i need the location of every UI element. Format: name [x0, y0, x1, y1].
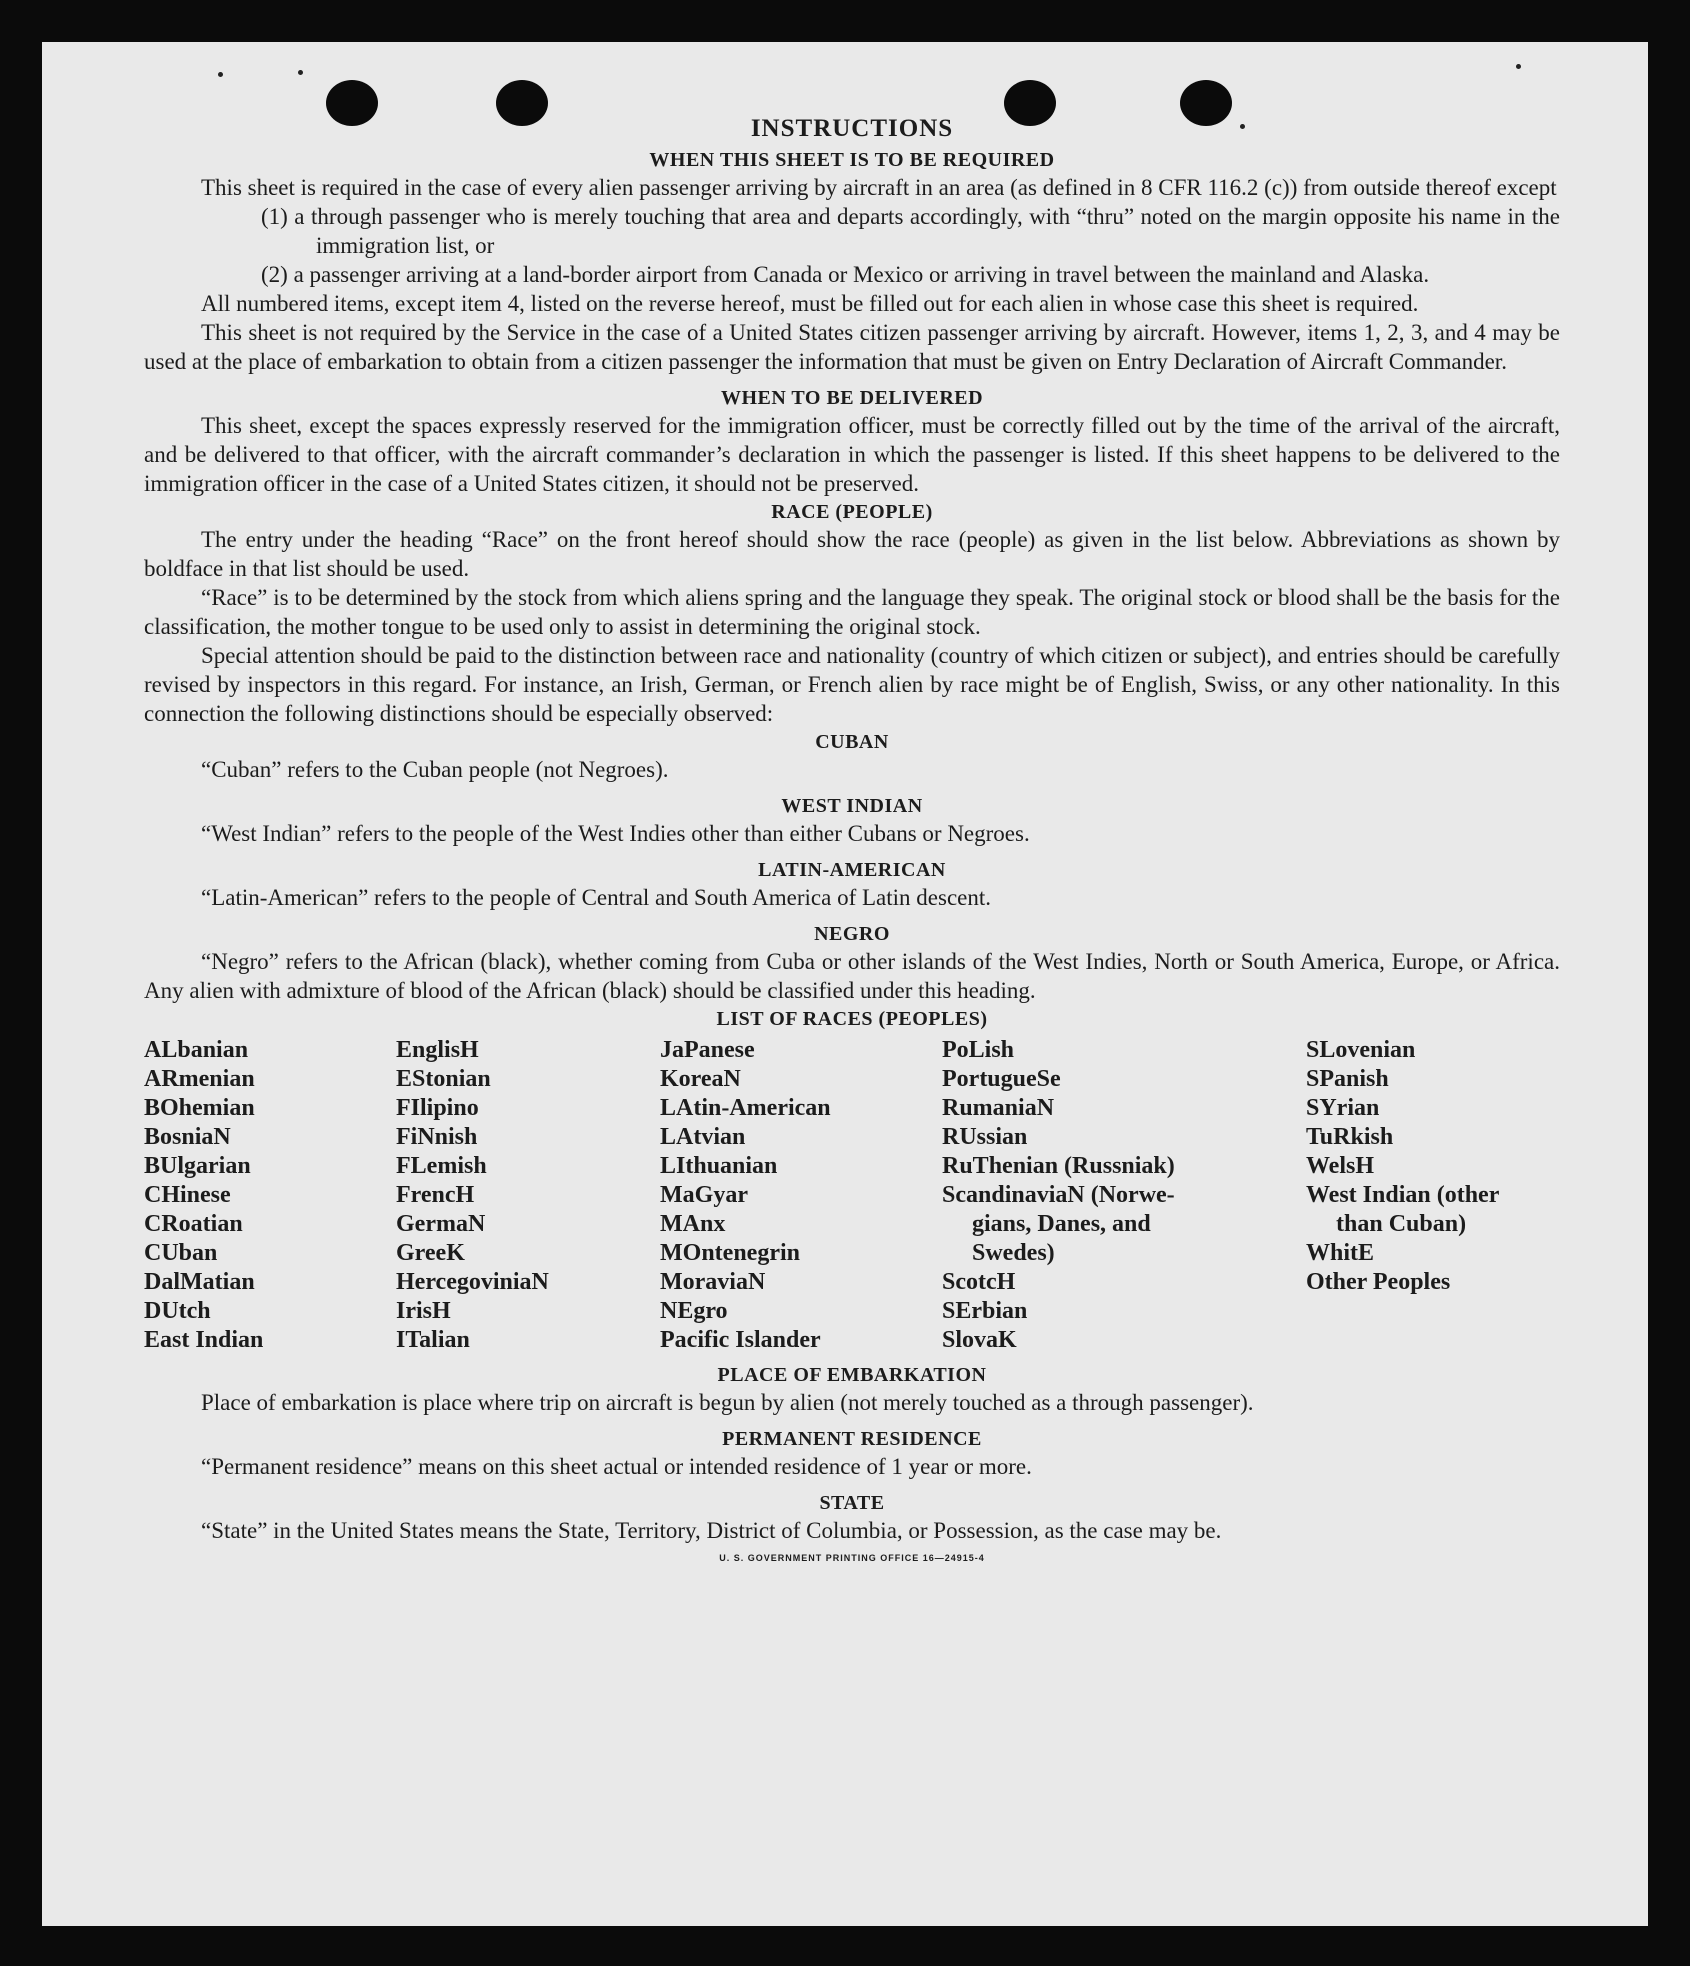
document-sheet: [42, 42, 1648, 1926]
paragraph: “Cuban” refers to the Cuban people (not Negroes).: [201, 757, 669, 782]
race-entry: Pacific Islander: [660, 1327, 821, 1353]
race-entry: LAtin-American: [660, 1095, 831, 1121]
race-entry: FiNnish: [396, 1124, 478, 1150]
race-entry: CUban: [144, 1240, 218, 1266]
paragraph: This sheet, except the spaces expressly reserved for the immigration officer, must be correctly filled out by the time of the arrival of the aircraft, and be delivered to that officer, with the aircraft commander’s declaration in which the passenger is listed. If this sheet happens to be delivered to the immigration officer in the case of a United States citizen, it should not be preserved.: [144, 413, 1560, 496]
race-entry: EnglisH: [396, 1037, 479, 1063]
race-entry: SlovaK: [942, 1327, 1017, 1353]
race-entry: Other Peoples: [1306, 1269, 1451, 1295]
race-entry: MOntenegrin: [660, 1240, 800, 1266]
paragraph: All numbered items, except item 4, listed on the reverse hereof, must be filled out for each alien in whose case this sheet is required.: [201, 291, 1419, 316]
race-entry: GreeK: [396, 1240, 465, 1266]
race-entry: JaPanese: [660, 1037, 755, 1063]
race-entry: BOhemian: [144, 1095, 255, 1121]
paragraph: “Negro” refers to the African (black), whether coming from Cuba or other islands of the West Indies, North or South America, Europe, or Africa. Any alien with admixture of blood of the African (black) should be classified under this heading.: [144, 949, 1560, 1003]
races-column: [396, 1036, 549, 1355]
heading-race: RACE (PEOPLE): [771, 501, 933, 523]
heading-when-required: WHEN THIS SHEET IS TO BE REQUIRED: [649, 149, 1055, 171]
race-entry: DUtch: [144, 1298, 211, 1324]
paragraph: “State” in the United States means the State, Territory, District of Columbia, or Possession, as the case may be.: [201, 1518, 1222, 1543]
race-entry: PoLish: [942, 1037, 1015, 1063]
paragraph: This sheet is not required by the Service in the case of a United States citizen passenger arriving by aircraft. However, items 1, 2, 3, and 4 may be used at the place of embarkation to obtain from a citizen passenger the information that must be given on Entry Declaration of Aircraft Commander.: [144, 320, 1560, 374]
race-entry: FLemish: [396, 1153, 487, 1179]
races-column: [144, 1036, 263, 1355]
race-entry: KoreaN: [660, 1066, 741, 1092]
races-column: [942, 1036, 1175, 1355]
race-entry: ARmenian: [144, 1066, 255, 1092]
race-entry: SErbian: [942, 1298, 1028, 1324]
paragraph: Place of embarkation is place where trip on aircraft is begun by alien (not merely touched as a through passenger).: [201, 1390, 1254, 1415]
race-entry: GermaN: [396, 1211, 486, 1237]
races-list: [144, 1036, 1560, 1361]
race-entry: MAnx: [660, 1211, 726, 1237]
race-entry: ScotcH: [942, 1269, 1016, 1295]
heading-permanent-residence: PERMANENT RESIDENCE: [722, 1428, 982, 1450]
race-entry: NEgro: [660, 1298, 728, 1324]
race-entry: EStonian: [396, 1066, 491, 1092]
races-column: [1306, 1036, 1499, 1297]
race-entry: LIthuanian: [660, 1153, 778, 1179]
race-entry: TuRkish: [1306, 1124, 1394, 1150]
race-entry: SPanish: [1306, 1066, 1389, 1092]
race-entry-continued: Swedes): [972, 1240, 1055, 1266]
races-column: [660, 1036, 831, 1355]
race-entry: BosniaN: [144, 1124, 231, 1150]
paragraph: “West Indian” refers to the people of the West Indies other than either Cubans or Negroes.: [201, 821, 1030, 846]
page-title: INSTRUCTIONS: [750, 115, 954, 142]
paragraph: Special attention should be paid to the distinction between race and nationality (country of which citizen or subject), and entries should be carefully revised by inspectors in this regard. For instance, an Irish, German, or French alien by race might be of English, Swiss, or any other nationality. In this connection the following distinctions should be especially observed:: [144, 643, 1560, 726]
race-entry-continued: than Cuban): [1336, 1211, 1467, 1237]
race-entry: SYrian: [1306, 1095, 1380, 1121]
race-entry: HercegoviniaN: [396, 1269, 549, 1295]
paragraph: “Permanent residence” means on this sheet actual or intended residence of 1 year or more.: [201, 1454, 1032, 1479]
ink-speck: [218, 72, 223, 77]
paragraph: This sheet is required in the case of every alien passenger arriving by aircraft in an area (as defined in 8 CFR 116.2 (c)) from outside thereof except: [201, 175, 1557, 200]
race-entry: MoraviaN: [660, 1269, 766, 1295]
race-entry: SLovenian: [1306, 1037, 1416, 1063]
heading-when-delivered: WHEN TO BE DELIVERED: [720, 387, 984, 409]
race-entry: BUlgarian: [144, 1153, 251, 1179]
heading-west-indian: WEST INDIAN: [781, 795, 923, 817]
race-entry: FrencH: [396, 1182, 475, 1208]
heading-cuban: CUBAN: [815, 731, 889, 753]
paragraph: “Latin-American” refers to the people of Central and South America of Latin descent.: [201, 885, 991, 910]
race-entry: DalMatian: [144, 1269, 255, 1295]
race-entry: LAtvian: [660, 1124, 746, 1150]
heading-latin-american: LATIN-AMERICAN: [758, 859, 946, 881]
race-entry: East Indian: [144, 1327, 264, 1353]
heading-negro: NEGRO: [814, 923, 890, 945]
race-entry: PortugueSe: [942, 1066, 1061, 1092]
race-entry: West Indian (other: [1306, 1182, 1500, 1208]
race-entry: CRoatian: [144, 1211, 243, 1237]
race-entry: CHinese: [144, 1182, 231, 1208]
race-entry: RUssian: [942, 1124, 1028, 1150]
race-entry: ScandinaviaN (Norwe-: [942, 1182, 1175, 1208]
race-entry: ITalian: [396, 1327, 470, 1353]
race-entry: WhitE: [1306, 1240, 1375, 1266]
paragraph: The entry under the heading “Race” on the front hereof should show the race (people) as given in the list below. Abbreviations as shown by boldface in that list should be used.: [144, 527, 1560, 581]
instructions-content: [144, 112, 1560, 1563]
heading-state: STATE: [819, 1492, 885, 1514]
heading-list-of-races: LIST OF RACES (PEOPLES): [716, 1008, 988, 1030]
heading-place-of-embarkation: PLACE OF EMBARKATION: [717, 1364, 987, 1386]
ink-speck: [1516, 64, 1521, 69]
list-item: (2) a passenger arriving at a land-border airport from Canada or Mexico or arriving in travel between the mainland and Alaska.: [261, 262, 1430, 287]
race-entry-continued: gians, Danes, and: [972, 1211, 1151, 1237]
race-entry: FIlipino: [396, 1095, 479, 1121]
race-entry: MaGyar: [660, 1182, 748, 1208]
race-entry: ALbanian: [144, 1037, 249, 1063]
race-entry: WelsH: [1306, 1153, 1375, 1179]
printing-office-footer: U. S. GOVERNMENT PRINTING OFFICE 16—24915-4: [719, 1553, 985, 1563]
ink-speck: [298, 70, 303, 75]
race-entry: RumaniaN: [942, 1095, 1055, 1121]
race-entry: IrisH: [396, 1298, 451, 1324]
paragraph: “Race” is to be determined by the stock from which aliens spring and the language they speak. The original stock or blood shall be the basis for the classification, the mother tongue to be used only to assist in determining the original stock.: [144, 585, 1560, 639]
list-item: (1) a through passenger who is merely touching that area and departs accordingly, with “thru” noted on the margin opposite his name in the immigration list, or: [261, 204, 1560, 258]
race-entry: RuThenian (Russniak): [942, 1153, 1175, 1179]
